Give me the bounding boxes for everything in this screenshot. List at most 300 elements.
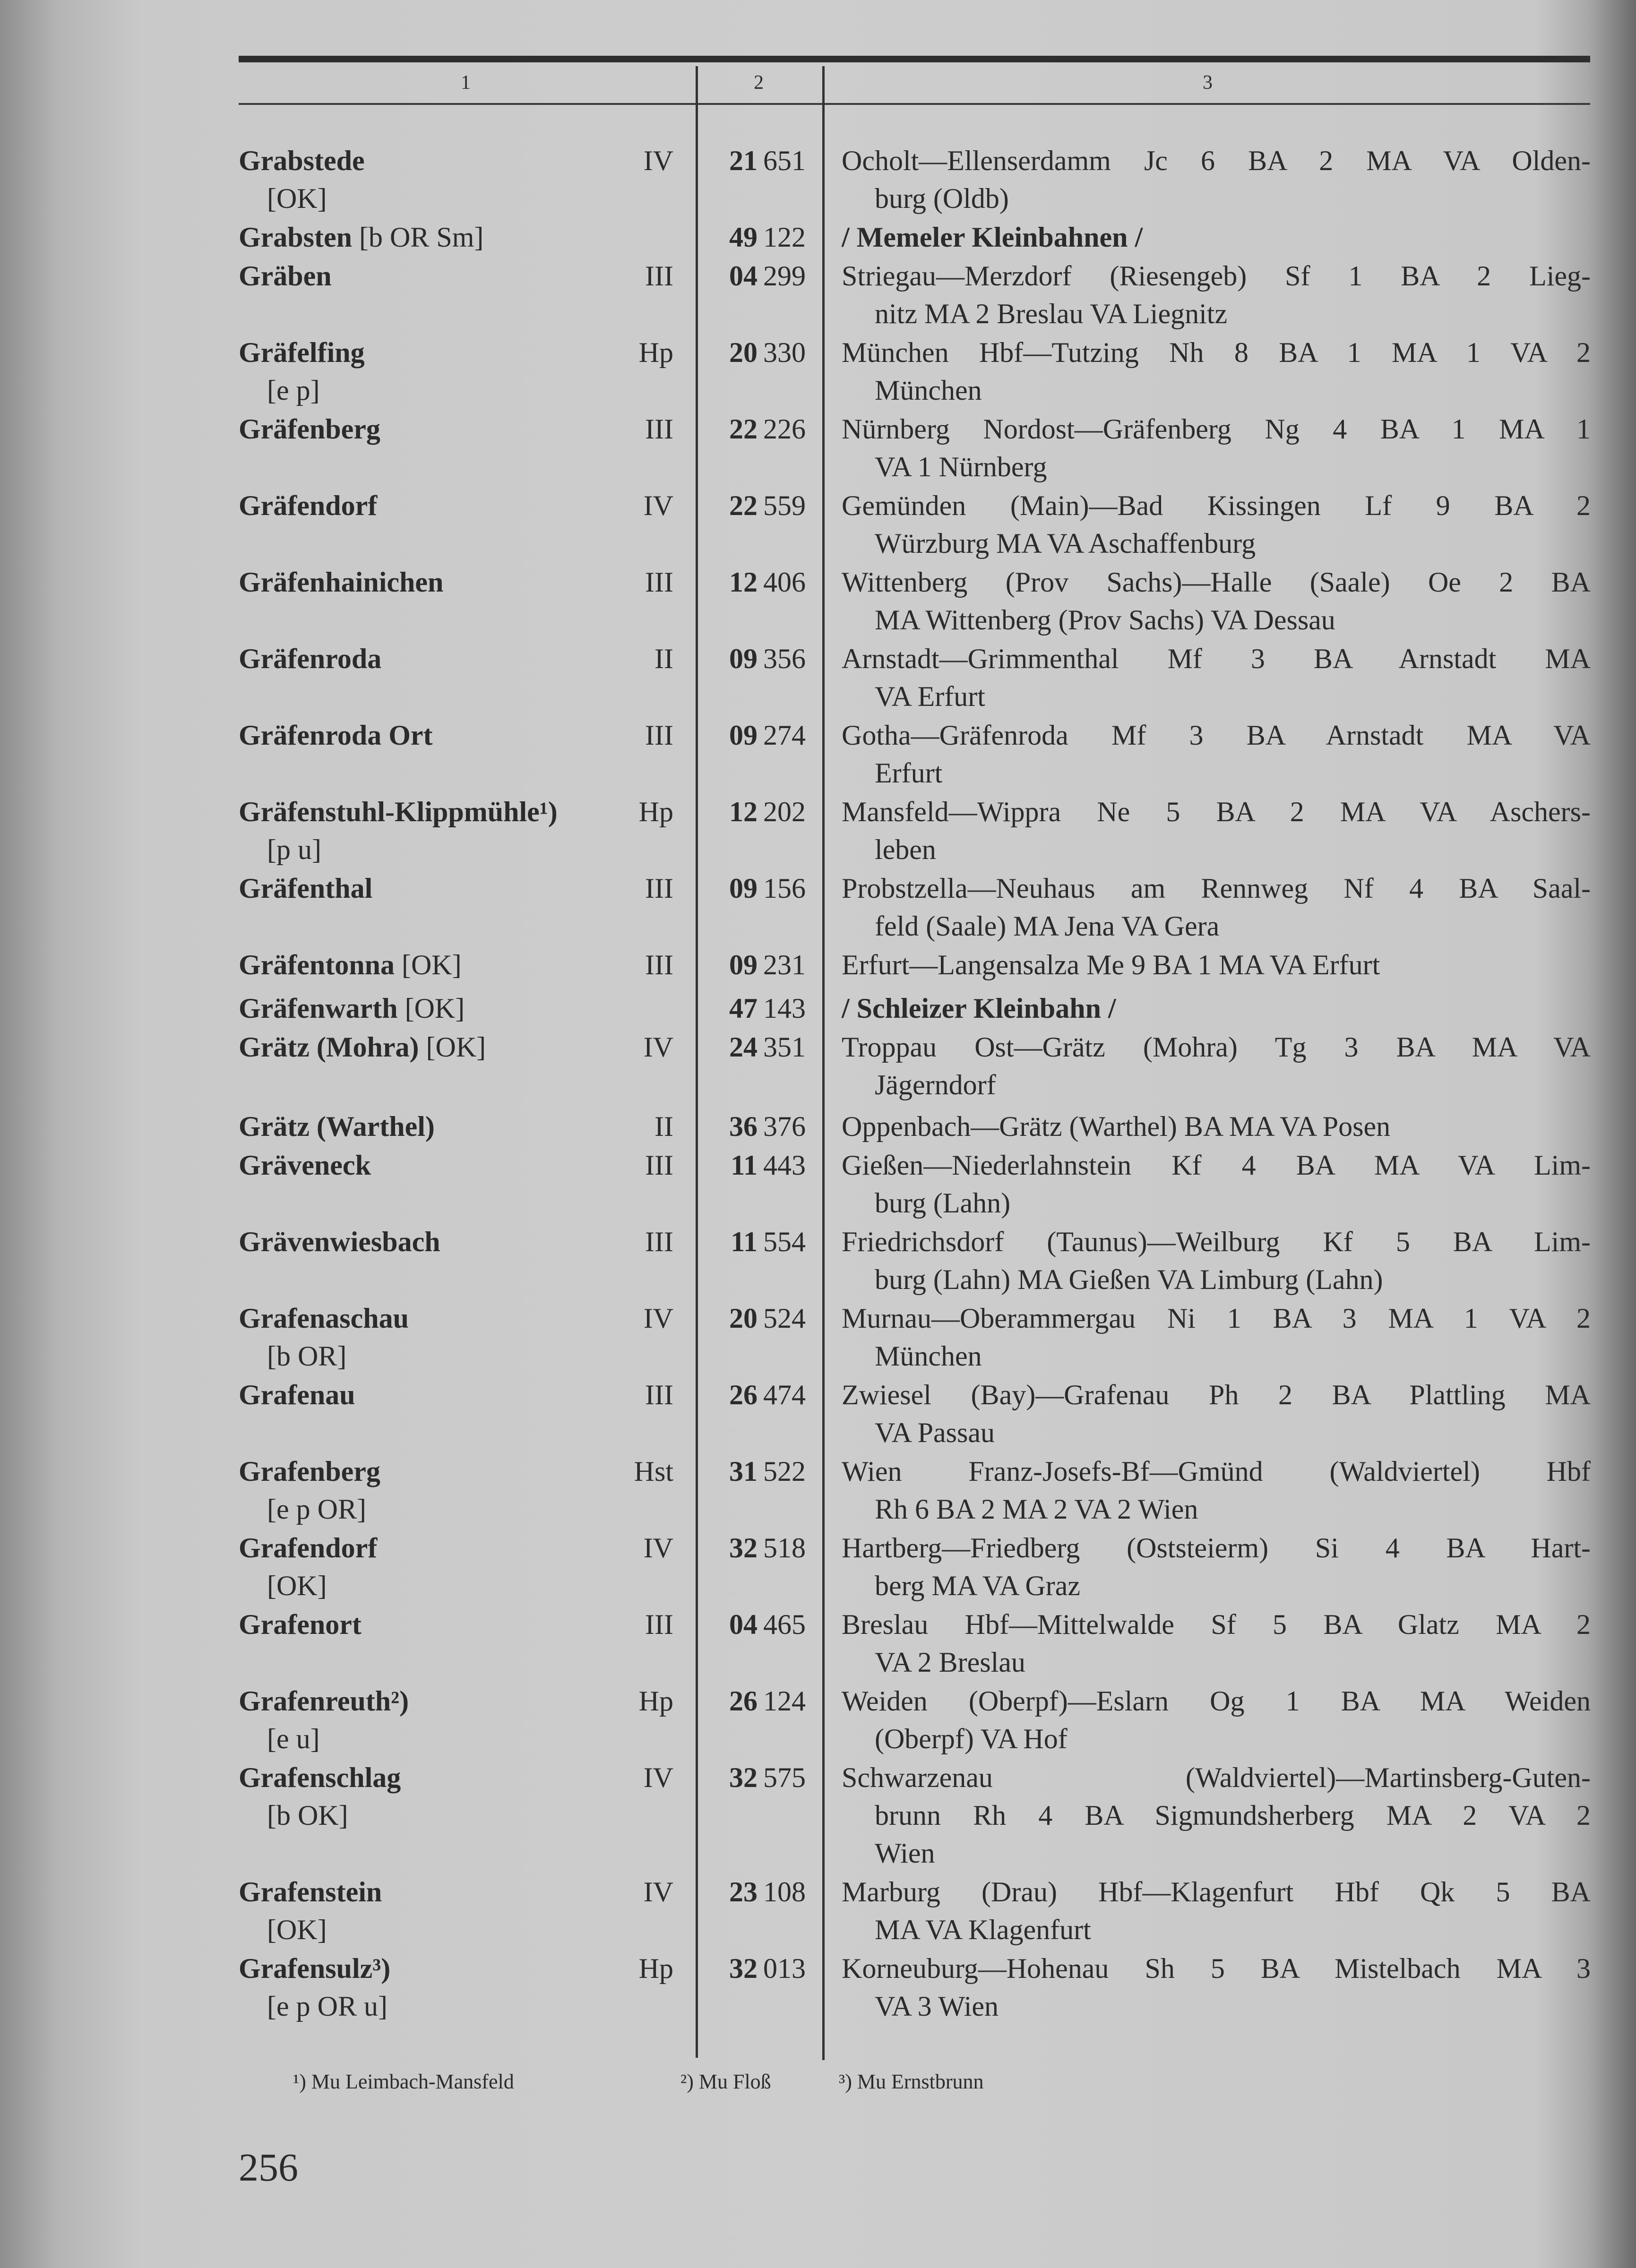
description-line: leben xyxy=(875,834,936,865)
station-codes: [OK] xyxy=(397,993,465,1024)
station-column xyxy=(239,1223,673,1261)
number-prefix: 32 xyxy=(729,1532,758,1564)
number-suffix: 108 xyxy=(763,1876,806,1907)
station-name: Gräfenberg xyxy=(239,413,380,445)
station-codes: [OK] xyxy=(267,1914,327,1945)
number-cell xyxy=(699,1223,806,1261)
number-prefix: 36 xyxy=(729,1111,758,1142)
station-name-cell xyxy=(239,487,612,524)
station-class: III xyxy=(645,1609,673,1640)
number-cell xyxy=(699,410,806,448)
station-column xyxy=(239,1950,673,2025)
route-description xyxy=(842,1299,1591,1375)
station-name-cell xyxy=(239,946,612,984)
number-suffix: 474 xyxy=(763,1379,806,1410)
station-name-cell xyxy=(239,1759,612,1834)
number-cell xyxy=(699,1299,806,1337)
number-suffix: 518 xyxy=(763,1532,806,1564)
number-suffix: 156 xyxy=(763,873,806,904)
description-line: Schwarzenau (Waldviertel)—Martinsberg-Guten- xyxy=(842,1762,1591,1793)
number-cell xyxy=(699,1873,806,1911)
number-cell xyxy=(699,793,806,831)
number-suffix: 231 xyxy=(763,949,806,980)
description-line: Würzburg MA VA Aschaffenburg xyxy=(875,528,1256,559)
station-name-cell xyxy=(239,1873,612,1949)
number-prefix: 24 xyxy=(729,1031,758,1063)
station-column xyxy=(239,1529,673,1605)
number-cell xyxy=(699,640,806,678)
station-name-cell xyxy=(239,142,612,217)
table-row xyxy=(239,1299,1591,1375)
number-prefix: 23 xyxy=(729,1876,758,1907)
station-class: Hp xyxy=(638,1953,673,1984)
station-class: III xyxy=(645,873,673,904)
number-cell xyxy=(699,1606,806,1643)
number-suffix: 143 xyxy=(763,993,806,1024)
station-class: III xyxy=(645,949,673,980)
station-name: Grafendorf xyxy=(239,1532,378,1564)
number-cell xyxy=(699,257,806,295)
description-line: Hartberg—Friedberg (Oststeierm) Si 4 BA Hart- xyxy=(842,1532,1591,1564)
station-column xyxy=(239,218,673,256)
station-class: III xyxy=(645,413,673,445)
number-suffix: 524 xyxy=(763,1303,806,1334)
number-suffix: 443 xyxy=(763,1150,806,1181)
number-suffix: 575 xyxy=(763,1762,806,1793)
number-prefix: 04 xyxy=(729,1609,758,1640)
table-row xyxy=(239,869,1591,945)
station-column xyxy=(239,1606,673,1643)
footnote-2: ²) Mu Floß xyxy=(680,2070,771,2093)
station-name: Grafenberg xyxy=(239,1456,380,1487)
station-name-cell xyxy=(239,989,612,1027)
station-name: Gräfendorf xyxy=(239,490,378,521)
route-description xyxy=(842,1950,1591,2025)
number-cell xyxy=(699,1376,806,1414)
number-suffix: 559 xyxy=(763,490,806,521)
table-row xyxy=(239,487,1591,562)
description-line: VA Passau xyxy=(875,1417,995,1448)
station-name: Grafensulz³) xyxy=(239,1953,391,1984)
number-prefix: 12 xyxy=(729,796,758,827)
station-class: IV xyxy=(643,145,673,176)
page-number: 256 xyxy=(239,2146,298,2190)
number-prefix: 26 xyxy=(729,1685,758,1717)
column-header-3: 3 xyxy=(1203,72,1213,94)
number-suffix: 522 xyxy=(763,1456,806,1487)
station-codes: [b OR] xyxy=(267,1340,347,1372)
description-line: Breslau Hbf—Mittelwalde Sf 5 BA Glatz MA 2 xyxy=(842,1609,1591,1640)
station-class: IV xyxy=(643,1762,673,1793)
description-line: burg (Oldb) xyxy=(875,183,1009,214)
description-line: nitz MA 2 Breslau VA Liegnitz xyxy=(875,298,1228,329)
station-column xyxy=(239,1146,673,1184)
table-row xyxy=(239,334,1591,409)
top-rule xyxy=(239,56,1590,62)
station-name: Grafenreuth²) xyxy=(239,1685,409,1717)
station-column xyxy=(239,487,673,524)
station-column xyxy=(239,1873,673,1949)
station-column xyxy=(239,1028,673,1066)
number-cell xyxy=(699,1759,806,1796)
description-line: VA 3 Wien xyxy=(875,1991,999,2022)
description-line: Mansfeld—Wippra Ne 5 BA 2 MA VA Aschers- xyxy=(842,796,1591,827)
description-line: München Hbf—Tutzing Nh 8 BA 1 MA 1 VA 2 xyxy=(842,337,1591,368)
number-cell xyxy=(699,1452,806,1490)
footnote-3: ³) Mu Ernstbrunn xyxy=(839,2070,984,2093)
description-line: burg (Lahn) xyxy=(875,1187,1011,1219)
number-cell xyxy=(699,1529,806,1567)
route-description xyxy=(842,334,1591,409)
station-codes: [e p] xyxy=(267,375,320,406)
station-codes: [e u] xyxy=(267,1723,320,1754)
station-codes: [OK] xyxy=(395,949,462,980)
number-cell xyxy=(699,869,806,907)
description-line: feld (Saale) MA Jena VA Gera xyxy=(875,911,1220,942)
station-column xyxy=(239,869,673,907)
station-name: Gräfenroda Ort xyxy=(239,720,433,751)
station-class: IV xyxy=(643,1532,673,1564)
route-description xyxy=(842,989,1591,1027)
station-class: IV xyxy=(643,1303,673,1334)
station-column xyxy=(239,410,673,448)
station-codes: [OK] xyxy=(267,183,327,214)
table-row xyxy=(239,716,1591,792)
number-cell xyxy=(699,1682,806,1720)
station-column xyxy=(239,257,673,295)
table-row xyxy=(239,1223,1591,1298)
description-line: Marburg (Drau) Hbf—Klagenfurt Hbf Qk 5 BA xyxy=(842,1876,1591,1907)
table-row xyxy=(239,1376,1591,1452)
station-class: IV xyxy=(643,490,673,521)
description-line: MA VA Klagenfurt xyxy=(875,1914,1091,1945)
station-column xyxy=(239,1108,673,1145)
station-name: Grafenort xyxy=(239,1609,362,1640)
route-description xyxy=(842,218,1591,256)
description-line: (Oberpf) VA Hof xyxy=(875,1723,1068,1754)
station-codes: [e p OR u] xyxy=(267,1991,387,2022)
station-class: III xyxy=(645,1226,673,1257)
station-name-cell xyxy=(239,334,612,409)
number-prefix: 22 xyxy=(729,490,758,521)
station-name-cell xyxy=(239,1529,612,1605)
station-class: III xyxy=(645,1379,673,1410)
station-name-cell xyxy=(239,869,612,907)
station-class: Hst xyxy=(634,1456,673,1487)
table-row xyxy=(239,1950,1591,2025)
entries-table xyxy=(239,142,1591,2026)
number-prefix: 04 xyxy=(729,260,758,292)
station-name: Grafenschlag xyxy=(239,1762,401,1793)
station-name-cell xyxy=(239,1682,612,1758)
station-name: Gräveneck xyxy=(239,1150,371,1181)
number-prefix: 32 xyxy=(729,1953,758,1984)
station-name-cell xyxy=(239,1146,612,1184)
station-codes: [e p OR] xyxy=(267,1494,366,1525)
number-suffix: 554 xyxy=(763,1226,806,1257)
number-prefix: 47 xyxy=(729,993,758,1024)
station-column xyxy=(239,1299,673,1375)
description-line: Rh 6 BA 2 MA 2 VA 2 Wien xyxy=(875,1494,1198,1525)
description-line: Erfurt xyxy=(875,757,943,789)
table-row xyxy=(239,1682,1591,1758)
number-suffix: 122 xyxy=(763,222,806,253)
route-description xyxy=(842,1759,1591,1872)
number-prefix: 09 xyxy=(729,949,758,980)
table-row xyxy=(239,1452,1591,1528)
table-row xyxy=(239,1873,1591,1949)
table-row xyxy=(239,142,1591,217)
station-name: Grävenwiesbach xyxy=(239,1226,440,1257)
station-name: Grafenau xyxy=(239,1379,355,1410)
description-line: Arnstadt—Grimmenthal Mf 3 BA Arnstadt MA xyxy=(842,643,1591,674)
route-description xyxy=(842,640,1591,715)
table-row xyxy=(239,989,1591,1027)
route-description xyxy=(842,1376,1591,1452)
column-header-1: 1 xyxy=(461,72,471,94)
station-class: IV xyxy=(643,1031,673,1063)
number-suffix: 465 xyxy=(763,1609,806,1640)
number-suffix: 356 xyxy=(763,643,806,674)
description-line: Wien xyxy=(875,1838,935,1869)
station-name-cell xyxy=(239,410,612,448)
table-row xyxy=(239,640,1591,715)
description-line: Erfurt—Langensalza Me 9 BA 1 MA VA Erfurt xyxy=(842,949,1380,980)
number-prefix: 12 xyxy=(729,567,758,598)
route-description xyxy=(842,793,1591,868)
station-class: II xyxy=(654,643,673,674)
station-name: Gräfenwarth xyxy=(239,993,398,1024)
number-prefix: 26 xyxy=(729,1379,758,1410)
description-line: berg MA VA Graz xyxy=(875,1570,1080,1601)
station-name-cell xyxy=(239,257,612,295)
table-row xyxy=(239,218,1591,256)
station-class: Hp xyxy=(638,337,673,368)
station-name: Grafenstein xyxy=(239,1876,382,1907)
number-cell xyxy=(699,989,806,1027)
number-suffix: 226 xyxy=(763,413,806,445)
route-description xyxy=(842,716,1591,792)
description-line: VA 1 Nürnberg xyxy=(875,451,1047,482)
station-name-cell xyxy=(239,1108,612,1145)
station-name: Gräfentonna xyxy=(239,949,395,980)
description-line: Korneuburg—Hohenau Sh 5 BA Mistelbach MA 3 xyxy=(842,1953,1591,1984)
station-codes: [OK] xyxy=(267,1570,327,1601)
description-line: Troppau Ost—Grätz (Mohra) Tg 3 BA MA VA xyxy=(842,1031,1591,1063)
table-row xyxy=(239,563,1591,639)
header-rule xyxy=(239,103,1590,105)
station-class: III xyxy=(645,567,673,598)
station-name: Gräfenhainichen xyxy=(239,567,444,598)
station-class: III xyxy=(645,260,673,292)
route-description xyxy=(842,1223,1591,1298)
station-column xyxy=(239,1452,673,1528)
number-suffix: 351 xyxy=(763,1031,806,1063)
number-cell xyxy=(699,716,806,754)
route-description xyxy=(842,1108,1591,1145)
description-line: Oppenbach—Grätz (Warthel) BA MA VA Posen xyxy=(842,1111,1391,1142)
number-cell xyxy=(699,1108,806,1145)
station-column xyxy=(239,1376,673,1414)
description-line: Gotha—Gräfenroda Mf 3 BA Arnstadt MA VA xyxy=(842,720,1591,751)
number-prefix: 32 xyxy=(729,1762,758,1793)
station-name: Gräfenthal xyxy=(239,873,373,904)
footnote-1: ¹) Mu Leimbach-Mansfeld xyxy=(293,2070,514,2093)
route-description xyxy=(842,946,1591,984)
number-suffix: 013 xyxy=(763,1953,806,1984)
number-prefix: 20 xyxy=(729,337,758,368)
description-line: München xyxy=(875,375,982,406)
number-cell xyxy=(699,946,806,984)
number-cell xyxy=(699,1950,806,1987)
station-name: Gräben xyxy=(239,260,332,292)
station-column xyxy=(239,563,673,601)
station-name: Gräfelfing xyxy=(239,337,365,368)
number-prefix: 09 xyxy=(729,643,758,674)
station-name: Gräfenroda xyxy=(239,643,382,674)
description-line: MA Wittenberg (Prov Sachs) VA Dessau xyxy=(875,604,1335,636)
description-line: / Memeler Kleinbahnen / xyxy=(842,222,1143,253)
description-line: Striegau—Merzdorf (Riesengeb) Sf 1 BA 2 Lieg- xyxy=(842,260,1591,292)
table-row xyxy=(239,1108,1591,1145)
number-prefix: 11 xyxy=(731,1150,758,1181)
station-name: Grätz (Mohra) xyxy=(239,1031,419,1063)
station-class: Hp xyxy=(638,1685,673,1717)
station-class: III xyxy=(645,1150,673,1181)
description-line: burg (Lahn) MA Gießen VA Limburg (Lahn) xyxy=(875,1264,1383,1295)
number-cell xyxy=(699,1028,806,1066)
description-line: Friedrichsdorf (Taunus)—Weilburg Kf 5 BA Lim- xyxy=(842,1226,1591,1257)
description-line: VA 2 Breslau xyxy=(875,1647,1025,1678)
station-name-cell xyxy=(239,563,612,601)
table-row xyxy=(239,1606,1591,1681)
station-class: III xyxy=(645,720,673,751)
route-description xyxy=(842,563,1591,639)
column-header-2: 2 xyxy=(754,72,764,94)
table-row xyxy=(239,946,1591,984)
station-name-cell xyxy=(239,1950,612,2025)
station-name-cell xyxy=(239,1606,612,1643)
station-column xyxy=(239,793,673,868)
station-name-cell xyxy=(239,716,612,754)
station-name: Grätz (Warthel) xyxy=(239,1111,435,1142)
station-column xyxy=(239,142,673,217)
number-cell xyxy=(699,334,806,371)
route-description xyxy=(842,869,1591,945)
description-line: Probstzella—Neuhaus am Rennweg Nf 4 BA Saal- xyxy=(842,873,1591,904)
station-name-cell xyxy=(239,1376,612,1414)
description-line: VA Erfurt xyxy=(875,681,985,712)
station-name-cell xyxy=(239,1452,612,1528)
station-column xyxy=(239,1759,673,1834)
route-description xyxy=(842,1529,1591,1605)
description-line: Murnau—Oberammergau Ni 1 BA 3 MA 1 VA 2 xyxy=(842,1303,1591,1334)
station-name-cell xyxy=(239,1223,612,1261)
number-cell xyxy=(699,1146,806,1184)
number-cell xyxy=(699,142,806,180)
station-column xyxy=(239,989,673,1027)
station-codes: [b OR Sm] xyxy=(352,222,484,253)
number-prefix: 09 xyxy=(729,873,758,904)
station-name-cell xyxy=(239,793,612,868)
description-line: / Schleizer Kleinbahn / xyxy=(842,993,1116,1024)
description-line: Wien Franz-Josefs-Bf—Gmünd (Waldviertel) Hbf xyxy=(842,1456,1591,1487)
route-description xyxy=(842,1146,1591,1222)
number-prefix: 20 xyxy=(729,1303,758,1334)
table-row xyxy=(239,793,1591,868)
station-name: Grabstede xyxy=(239,145,365,176)
description-line: Zwiesel (Bay)—Grafenau Ph 2 BA Plattling MA xyxy=(842,1379,1591,1410)
station-column xyxy=(239,334,673,409)
station-class: IV xyxy=(643,1876,673,1907)
station-codes: [p u] xyxy=(267,834,321,865)
station-name-cell xyxy=(239,218,612,256)
description-line: Nürnberg Nordost—Gräfenberg Ng 4 BA 1 MA 1 xyxy=(842,413,1591,445)
station-name-cell xyxy=(239,1299,612,1375)
number-suffix: 406 xyxy=(763,567,806,598)
station-name: Grabsten xyxy=(239,222,352,253)
number-suffix: 330 xyxy=(763,337,806,368)
number-suffix: 651 xyxy=(763,145,806,176)
number-suffix: 299 xyxy=(763,260,806,292)
station-name: Grafenaschau xyxy=(239,1303,409,1334)
station-column xyxy=(239,640,673,678)
station-column xyxy=(239,716,673,754)
table-row xyxy=(239,1529,1591,1605)
description-line: Gießen—Niederlahnstein Kf 4 BA MA VA Lim- xyxy=(842,1150,1591,1181)
station-class: II xyxy=(654,1111,673,1142)
number-prefix: 31 xyxy=(729,1456,758,1487)
description-line: brunn Rh 4 BA Sigmundsherberg MA 2 VA 2 xyxy=(875,1800,1591,1831)
route-description xyxy=(842,1873,1591,1949)
route-description xyxy=(842,410,1591,486)
station-column xyxy=(239,946,673,984)
number-prefix: 21 xyxy=(729,145,758,176)
description-line: Wittenberg (Prov Sachs)—Halle (Saale) Oe 2 BA xyxy=(842,567,1591,598)
station-codes: [b OK] xyxy=(267,1800,348,1831)
route-description xyxy=(842,257,1591,333)
number-prefix: 11 xyxy=(731,1226,758,1257)
number-cell xyxy=(699,563,806,601)
number-cell xyxy=(699,487,806,524)
station-name-cell xyxy=(239,640,612,678)
number-suffix: 376 xyxy=(763,1111,806,1142)
description-line: München xyxy=(875,1340,982,1372)
description-line: Weiden (Oberpf)—Eslarn Og 1 BA MA Weiden xyxy=(842,1685,1591,1717)
number-prefix: 09 xyxy=(729,720,758,751)
table-row xyxy=(239,1028,1591,1104)
station-codes: [OK] xyxy=(419,1031,486,1063)
table-row xyxy=(239,1146,1591,1222)
route-description xyxy=(842,1452,1591,1528)
description-line: Ocholt—Ellenserdamm Jc 6 BA 2 MA VA Olden- xyxy=(842,145,1591,176)
number-suffix: 202 xyxy=(763,796,806,827)
route-description xyxy=(842,1028,1591,1104)
number-prefix: 22 xyxy=(729,413,758,445)
table-row xyxy=(239,1759,1591,1872)
number-prefix: 49 xyxy=(729,222,758,253)
station-column xyxy=(239,1682,673,1758)
station-class: Hp xyxy=(638,796,673,827)
number-suffix: 274 xyxy=(763,720,806,751)
description-line: Gemünden (Main)—Bad Kissingen Lf 9 BA 2 xyxy=(842,490,1591,521)
route-description xyxy=(842,1606,1591,1681)
description-line: Jägerndorf xyxy=(875,1069,996,1100)
station-name: Gräfenstuhl-Klippmühle¹) xyxy=(239,796,558,827)
route-description xyxy=(842,142,1591,217)
number-cell xyxy=(699,218,806,256)
table-row xyxy=(239,257,1591,333)
